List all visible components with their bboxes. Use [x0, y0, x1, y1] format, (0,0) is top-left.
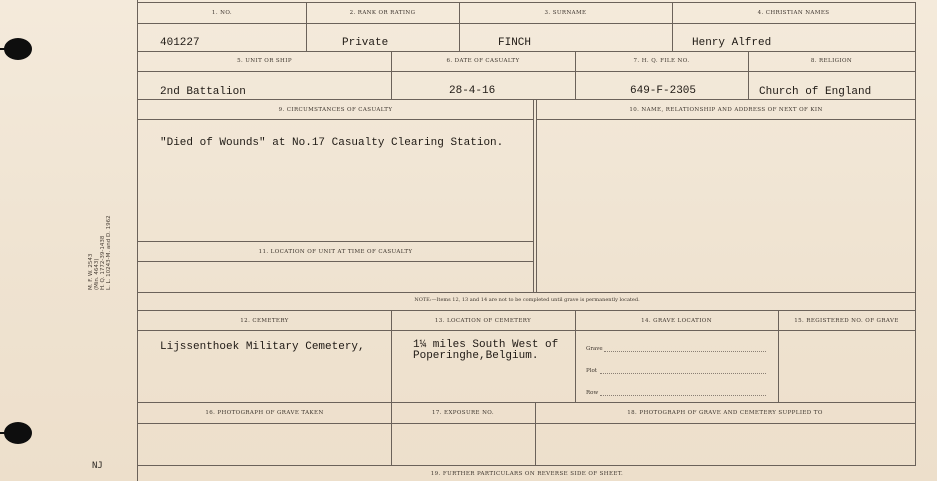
- punch-hole-icon: [4, 422, 32, 444]
- form-code: [88, 215, 112, 290]
- completion-note: NOTE:—Items 12, 13 and 14 are not to be completed until grave is permanently located.: [414, 297, 640, 303]
- number-value: 401227: [160, 37, 200, 49]
- header-cemetery: 12. CEMETERY: [240, 318, 289, 324]
- header-unit: 5. UNIT OR SHIP: [237, 58, 292, 64]
- circumstances-value: "Died of Wounds" at No.17 Casualty Clearing Station.: [160, 137, 504, 149]
- surname-value: FINCH: [498, 37, 532, 49]
- religion-value: Church of England: [759, 86, 872, 98]
- header-unit-location: 11. LOCATION OF UNIT AT TIME OF CASUALTY: [258, 249, 413, 255]
- unit-value: 2nd Battalion: [160, 86, 246, 98]
- christian-names-value: Henry Alfred: [692, 37, 772, 49]
- header-further-particulars: 19. FURTHER PARTICULARS ON REVERSE SIDE OF SHEET.: [430, 471, 624, 477]
- form-code-line: L. L. 10243-M. and D. 1962: [106, 215, 112, 290]
- header-registered-no: 15. REGISTERED NO. OF GRAVE: [794, 318, 899, 324]
- rank-value: Private: [342, 37, 389, 49]
- header-file-no: 7. H. Q. FILE NO.: [633, 58, 690, 64]
- header-photograph: 16. PHOTOGRAPH OF GRAVE TAKEN: [205, 410, 324, 416]
- header-number: 1. NO.: [211, 10, 233, 16]
- date-value: 28-4-16: [449, 85, 496, 97]
- header-cemetery-location: 13. LOCATION OF CEMETERY: [434, 318, 532, 324]
- form-grid: [137, 0, 916, 481]
- form-code-line: (Min. 4643): [94, 258, 100, 290]
- clerk-initials: NJ: [92, 461, 103, 471]
- header-grave-location: 14. GRAVE LOCATION: [641, 318, 712, 324]
- form-code-line: M. F. W. 2543: [88, 253, 94, 290]
- cemetery-value: Lijssenthoek Military Cemetery,: [160, 341, 365, 353]
- plot-label: Plot: [586, 368, 597, 374]
- header-circumstances: 9. CIRCUMSTANCES OF CASUALTY: [278, 107, 393, 113]
- header-religion: 8. RELIGION: [810, 58, 853, 64]
- header-surname: 3. SURNAME: [544, 10, 587, 16]
- row-label: Row: [586, 390, 599, 396]
- file-no-value: 649-F-2305: [630, 85, 697, 97]
- punch-hole-icon: [4, 38, 32, 60]
- header-rank: 2. RANK OR RATING: [349, 10, 416, 16]
- form-code-line: H. Q. 1772-39-1438: [100, 235, 106, 290]
- header-date: 6. DATE OF CASUALTY: [446, 58, 520, 64]
- header-christian-names: 4. CHRISTIAN NAMES: [757, 10, 830, 16]
- header-exposure: 17. EXPOSURE NO.: [431, 410, 495, 416]
- header-next-of-kin: 10. NAME, RELATIONSHIP AND ADDRESS OF NEXT OF KIN: [629, 107, 823, 113]
- cemetery-location-line2: Poperinghe,Belgium.: [413, 350, 539, 362]
- header-photo-supplied: 18. PHOTOGRAPH OF GRAVE AND CEMETERY SUPPLIED TO: [627, 410, 823, 416]
- cemetery-location-line1: 1¼ miles South West of: [413, 339, 559, 351]
- grave-label: Grave: [586, 346, 603, 352]
